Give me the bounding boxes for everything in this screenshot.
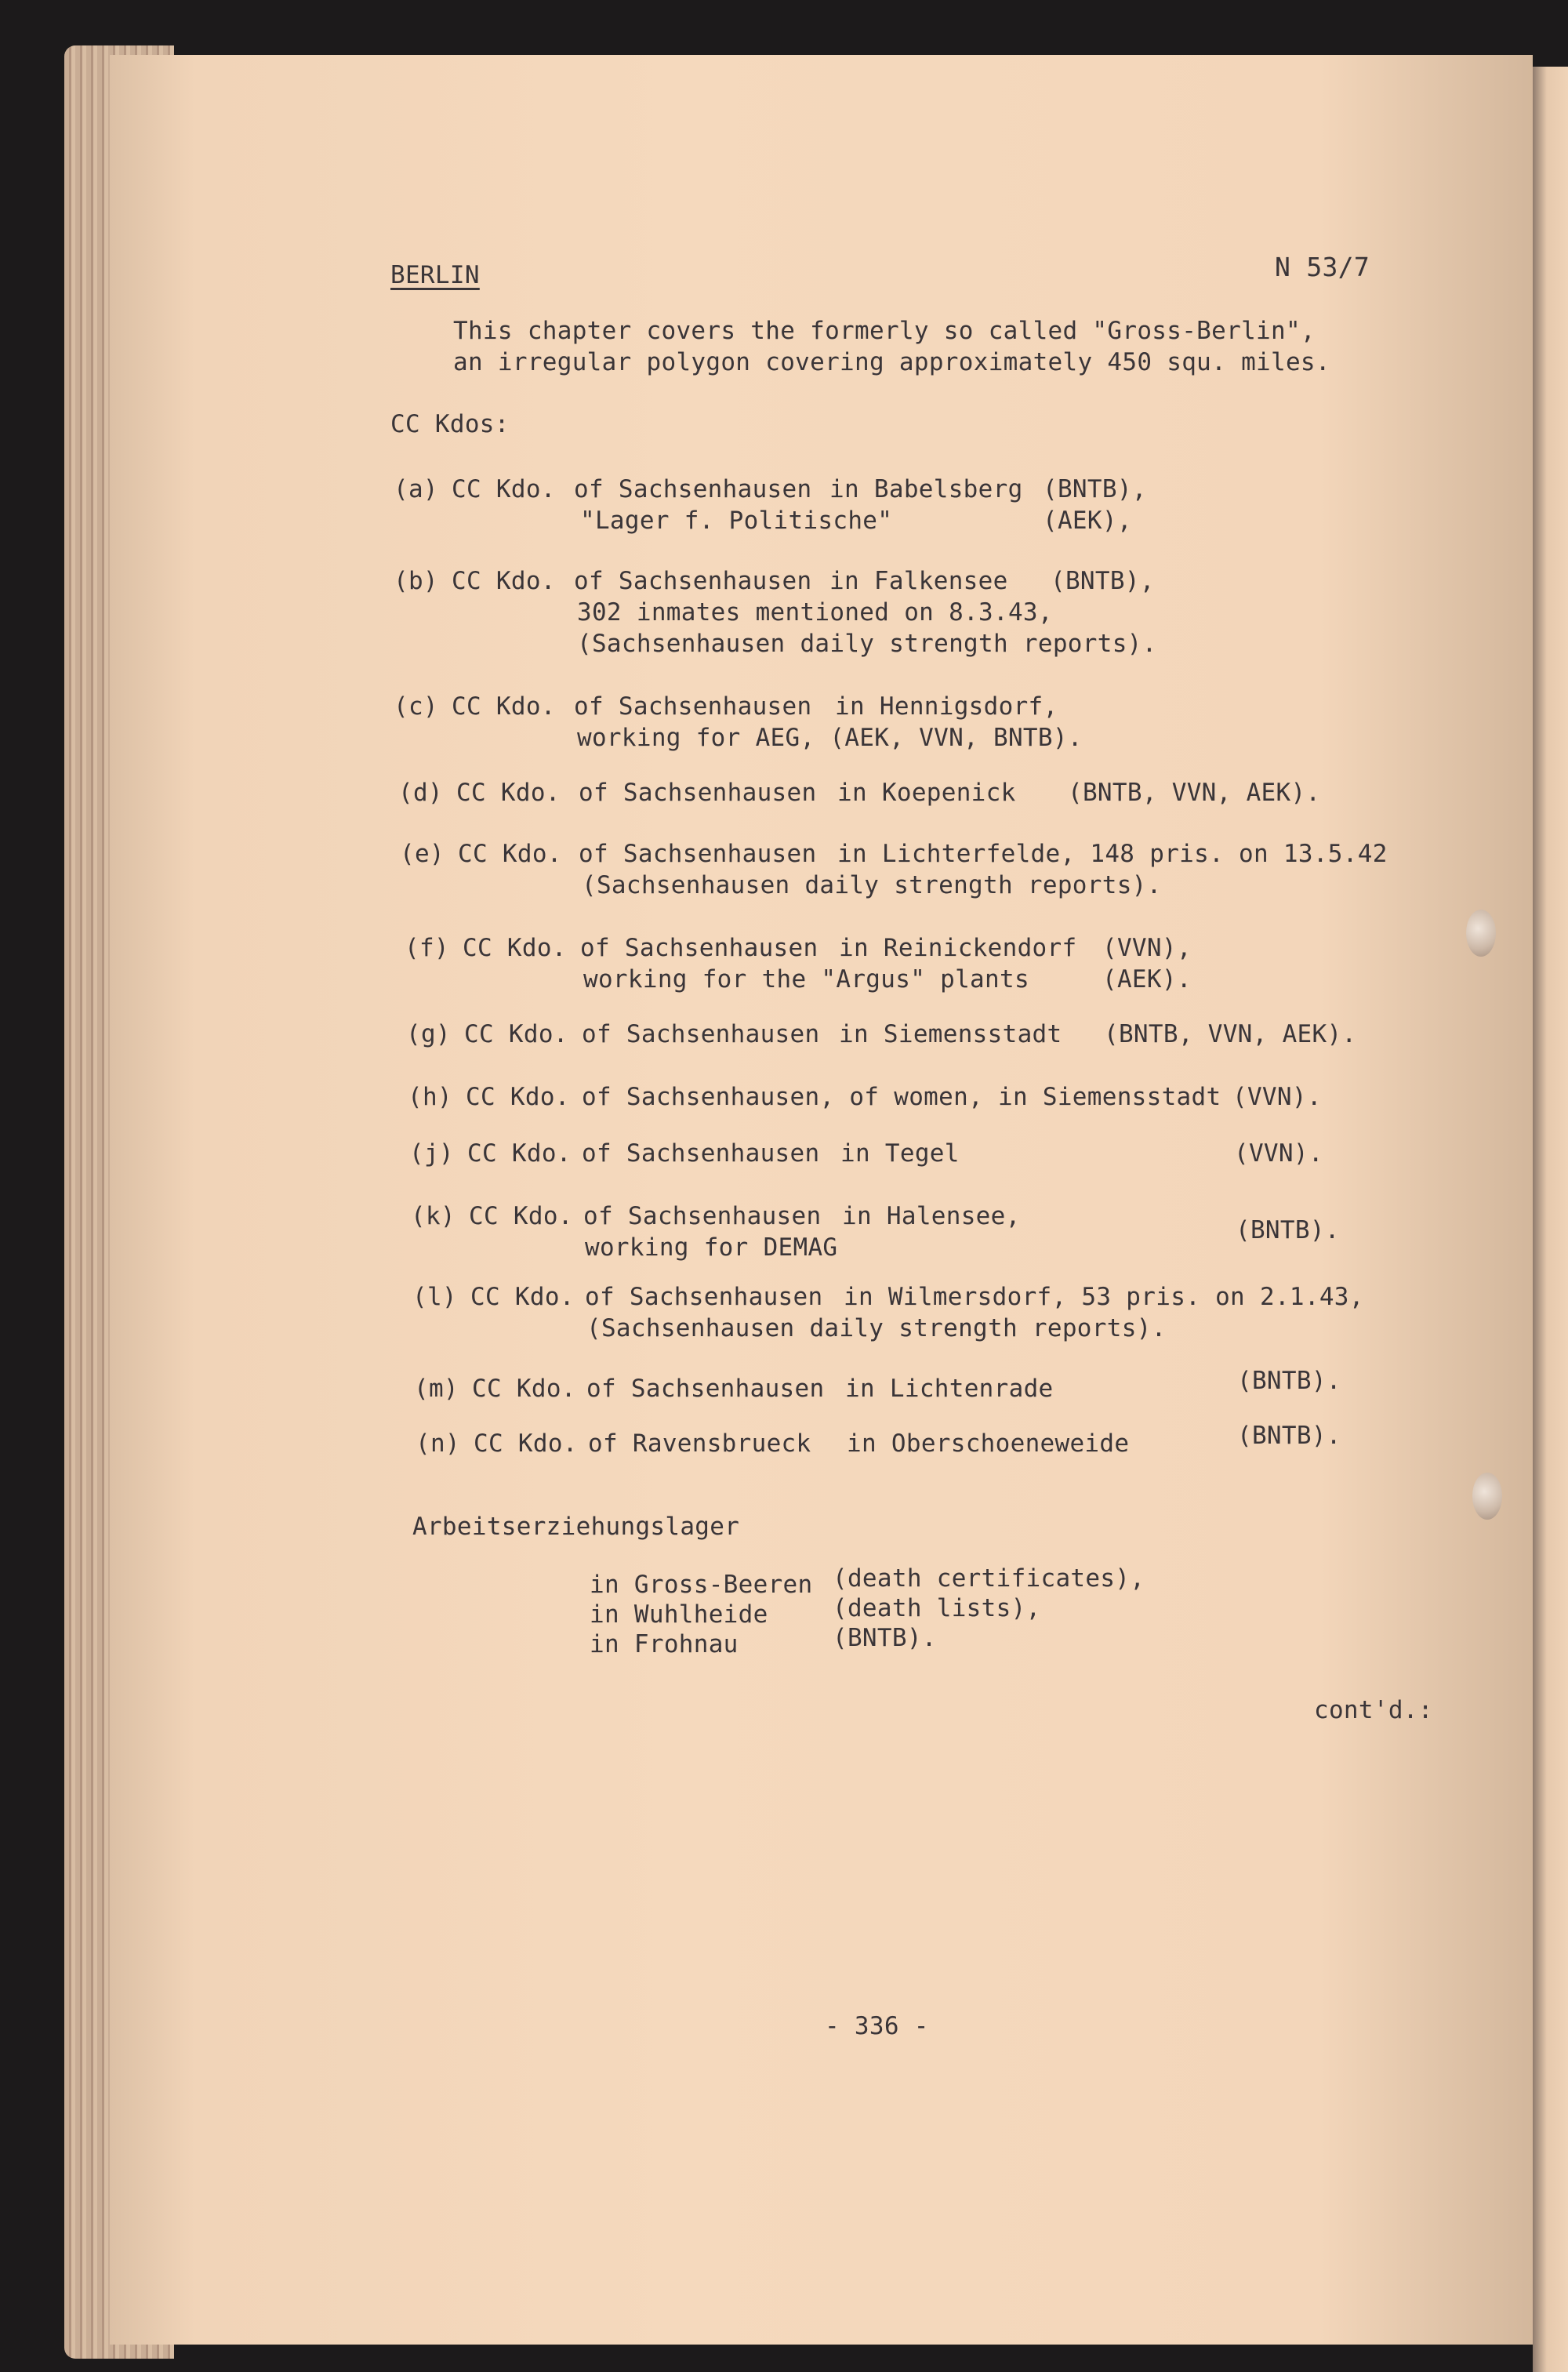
entry-detail: (Sachsenhausen daily strength reports). (586, 1314, 1167, 1342)
entry-detail-2: (Sachsenhausen daily strength reports). (577, 630, 1157, 658)
entry-label: (g) (406, 1020, 451, 1048)
entry-kdo: CC Kdo. (469, 1202, 573, 1230)
cc-kdos-heading: CC Kdos: (390, 410, 510, 438)
entry-camp: of Sachsenhausen (585, 1283, 823, 1311)
punch-hole (1466, 910, 1496, 957)
ael-source: (death lists), (833, 1594, 1041, 1622)
entry-kdo: CC Kdo. (452, 475, 556, 503)
ael-place: in Gross-Beeren (590, 1571, 813, 1599)
entry-label: (d) (398, 779, 443, 807)
entry-label: (j) (409, 1139, 454, 1168)
entry-place: in Wilmersdorf, 53 pris. on 2.1.43, (844, 1283, 1364, 1311)
page-reference: N 53/7 (1275, 252, 1370, 282)
intro-line-1: This chapter covers the formerly so called "Gross-Berlin", (453, 317, 1316, 345)
entry-place: in Tegel (840, 1139, 960, 1168)
ael-source: (BNTB). (833, 1624, 937, 1652)
entry-kdo: CC Kdo. (452, 692, 556, 721)
entry-camp: of Sachsenhausen, of women, in Siemensstadt (582, 1083, 1221, 1111)
entry-source: (BNTB). (1237, 1422, 1341, 1450)
ael-heading: Arbeitserziehungslager (412, 1513, 740, 1541)
entry-kdo: CC Kdo. (458, 840, 562, 868)
entry-label: (m) (414, 1375, 459, 1403)
entry-camp: of Sachsenhausen (582, 1139, 820, 1168)
entry-source: (BNTB), (1051, 567, 1155, 595)
entry-label: (k) (411, 1202, 456, 1230)
facing-page-edge (1533, 67, 1568, 2372)
entry-camp: of Sachsenhausen (583, 1202, 822, 1230)
entry-camp: of Sachsenhausen (579, 840, 817, 868)
entry-label: (l) (412, 1283, 457, 1311)
entry-place: in Lichtenrade (845, 1375, 1054, 1403)
entry-detail: working for AEG, (AEK, VVN, BNTB). (577, 724, 1083, 752)
entry-source: (VVN). (1234, 1139, 1323, 1168)
entry-source: (BNTB, VVN, AEK). (1068, 779, 1321, 807)
entry-label: (e) (400, 840, 445, 868)
entry-detail: working for the "Argus" plants (583, 965, 1029, 993)
entry-detail: 302 inmates mentioned on 8.3.43, (577, 598, 1053, 627)
entry-place: in Lichterfelde, 148 pris. on 13.5.42 (837, 840, 1388, 868)
entry-detail: working for DEMAG (585, 1233, 838, 1262)
entry-source: (BNTB, VVN, AEK). (1104, 1020, 1357, 1048)
entry-kdo: CC Kdo. (452, 567, 556, 595)
entry-detail: (Sachsenhausen daily strength reports). (582, 871, 1162, 899)
entry-source-2: (AEK), (1043, 507, 1132, 535)
entry-camp: of Sachsenhausen (574, 475, 812, 503)
entry-source: (BNTB). (1237, 1367, 1341, 1395)
entry-place: in Koepenick (837, 779, 1016, 807)
entry-kdo: CC Kdo. (466, 1083, 570, 1111)
continued-note: cont'd.: (1314, 1696, 1433, 1724)
entry-kdo: CC Kdo. (456, 779, 561, 807)
entry-place: in Siemensstadt (839, 1020, 1062, 1048)
punch-hole (1472, 1473, 1502, 1520)
entry-source-2: (BNTB). (1236, 1216, 1340, 1244)
entry-label: (f) (405, 934, 449, 962)
entry-camp: of Sachsenhausen (586, 1375, 825, 1403)
entry-label: (a) (394, 475, 438, 503)
entry-place: in Babelsberg (829, 475, 1023, 503)
ael-source: (death certificates), (833, 1564, 1145, 1593)
entry-source: (BNTB), (1043, 475, 1147, 503)
ael-place: in Frohnau (590, 1630, 739, 1658)
entry-camp: of Sachsenhausen (574, 567, 812, 595)
entry-place: in Reinickendorf (839, 934, 1077, 962)
entry-kdo: CC Kdo. (470, 1283, 575, 1311)
entry-source: (VVN), (1102, 934, 1192, 962)
entry-label: (h) (408, 1083, 452, 1111)
entry-label: (b) (394, 567, 438, 595)
entry-camp: of Sachsenhausen (580, 934, 818, 962)
intro-line-2: an irregular polygon covering approximately 450 squ. miles. (453, 348, 1330, 376)
entry-camp: of Sachsenhausen (579, 779, 817, 807)
entry-place: in Halensee, (842, 1202, 1021, 1230)
document-page (110, 55, 1533, 2345)
page-number: - 336 - (825, 2012, 929, 2040)
entry-kdo: CC Kdo. (474, 1429, 578, 1458)
entry-label: (c) (394, 692, 438, 721)
entry-camp: of Sachsenhausen (582, 1020, 820, 1048)
chapter-heading: BERLIN (390, 261, 480, 289)
entry-label: (n) (416, 1429, 460, 1458)
entry-kdo: CC Kdo. (467, 1139, 572, 1168)
entry-kdo: CC Kdo. (463, 934, 567, 962)
entry-source-2: (AEK). (1102, 965, 1192, 993)
entry-kdo: CC Kdo. (472, 1375, 576, 1403)
entry-camp: of Ravensbrueck (588, 1429, 811, 1458)
entry-source: (VVN). (1232, 1083, 1322, 1111)
entry-detail: "Lager f. Politische" (580, 507, 893, 535)
entry-camp: of Sachsenhausen (574, 692, 812, 721)
entry-kdo: CC Kdo. (464, 1020, 568, 1048)
entry-place: in Falkensee (829, 567, 1008, 595)
entry-place: in Oberschoeneweide (847, 1429, 1130, 1458)
entry-place: in Hennigsdorf, (835, 692, 1058, 721)
ael-place: in Wuhlheide (590, 1600, 768, 1629)
